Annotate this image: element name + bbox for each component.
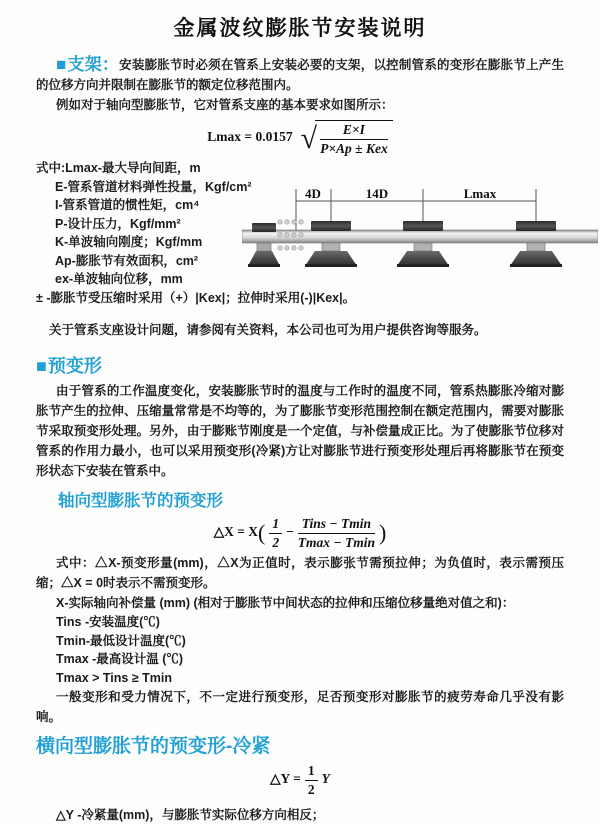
definition-line: ± -膨胀节受压缩时采用（+）|Kex|；拉伸时采用(-)|Kex|。 [36,290,356,305]
definition-line: K-单波轴向刚度；Kgf/mm [55,235,203,250]
section-marker-icon: ■ [56,55,67,74]
formula-lmax-denominator: P×Ap ± Kex [320,140,388,156]
guide-support [510,221,562,267]
dimension-label-14d: 14D [365,186,389,202]
page-title: 金属波纹膨胀节安装说明 [173,17,427,40]
temp-line: Tins -安装温度(℃) [56,615,160,630]
dimension-label-4d: 4D [305,186,321,202]
temp-line: Tmax > Tins ≥ Tmin [56,670,173,685]
temp-line: Tmin-最低设计温度(℃) [56,633,186,648]
guide-support [397,221,449,267]
sqrt-radical [301,120,393,156]
preform-section-heading [36,352,564,378]
definition-line: Ap-膨胀节有效面积，cm² [55,253,199,268]
temp-line: Tmax -最高设计温 (℃) [56,652,184,667]
formula-dy-suffix: Y [321,771,330,787]
pipe-support-diagram [242,185,598,285]
axial-x-definition: X-实际轴向补偿量 (mm) (相对于膨胀节中间状态的拉伸和压缩位移量绝对值之和)： [56,596,515,611]
lateral-note: △Y -冷紧量(mm)，与膨胀节实际位移方向相反； [56,808,325,823]
definitions-and-diagram [36,159,564,307]
formula-delta-y [36,763,564,797]
guide-support [305,221,357,267]
support-example-line: 例如对于轴向型膨胀节，它对管系支座的基本要求如图所示： [56,98,394,112]
one-half-fraction: $\frac{1}{2}$ [305,763,318,797]
support-note: 关于管系支座设计问题，请参阅有关资料，本公司也可为用户提供咨询等服务。 [49,322,487,337]
close-paren: ) [378,520,387,546]
formula-dx-lhs: △X = X [213,524,259,540]
definition-line: ex-单波轴向位移，mm [55,272,183,287]
support-intro-paragraph [36,55,564,95]
temperature-definitions [36,613,564,687]
formula-dy-lhs: △Y = [270,771,301,787]
definition-line: P-设计压力，Kgf/mm² [55,216,181,231]
support-heading-label: 支架： [67,55,120,74]
one-half-fraction: $\frac{1}{2}$ [269,516,282,550]
formula-lmax-numerator: E×I [320,122,388,140]
section-marker-icon: ■ [36,356,47,377]
minus-sign: − [286,524,294,540]
radical-sign-icon: √ [300,121,318,155]
preform-body-paragraph: 由于管系的工作温度变化，安装膨胀节时的温度与工作时的温度不同，管系热膨胀冷缩对膨胀节产生的拉伸、压缩量常常是不均等的，为了膨胀节变形范围控制在额定范围内，需要对膨胀节采取预变形处理。另外，由于膨账节刚度是一个定值，与补偿量成正比。为了使膨胀节位移对管系的作用力最小，也可以采用预变形(冷紧)方让对膨胀节进行预变形处理后再将膨胀节在预变形状态下安装在管系中。 [36,384,564,479]
support-intro-text: 安装膨胀节时必须在管系上安装必要的支架，以控制管系的变形在膨胀节上产生的位移方向并限制在膨胀节的额定位移范围内。 [36,58,564,92]
document-page [0,12,600,825]
definition-line: 式中:Lmax-最大导向间距，m [36,161,201,176]
anchor-support [248,223,280,267]
formula-lmax [36,120,564,156]
lateral-section-heading: 横向型膨胀节的预变形-冷紧 [36,736,271,758]
formula-delta-x [36,516,564,550]
open-paren: ( [258,520,266,546]
axial-subsection-heading: 轴向型膨胀节的预变形 [58,492,223,511]
preform-heading-label: 预变形 [47,356,102,377]
support-section-heading [56,55,119,74]
temperature-fraction: $\frac{\text{Tins − Tmin}}{Tmax - Tmin}$ [297,516,375,550]
axial-note: 一般变形和受力情况下，不一定进行预变形，足否预变形对膨胀节的疲劳寿命几乎没有影响。 [36,690,564,725]
formula-lmax-lhs: Lmax = 0.0157 [207,129,293,145]
dimension-labels [305,186,497,201]
dimension-label-lmax: Lmax [463,186,497,202]
definition-line: I-管系管道的惯性矩，cm⁴ [55,198,200,213]
definition-line: E-管系管道材料弹性投量，Kgf/cm² [55,179,252,194]
axial-explain-paragraph: 式中：△X-预变形量(mm)，△X为正值时，表示膨张节需预拉伸；为负值时，表示需预压缩；△X = 0时表示不需预变形。 [36,556,564,591]
